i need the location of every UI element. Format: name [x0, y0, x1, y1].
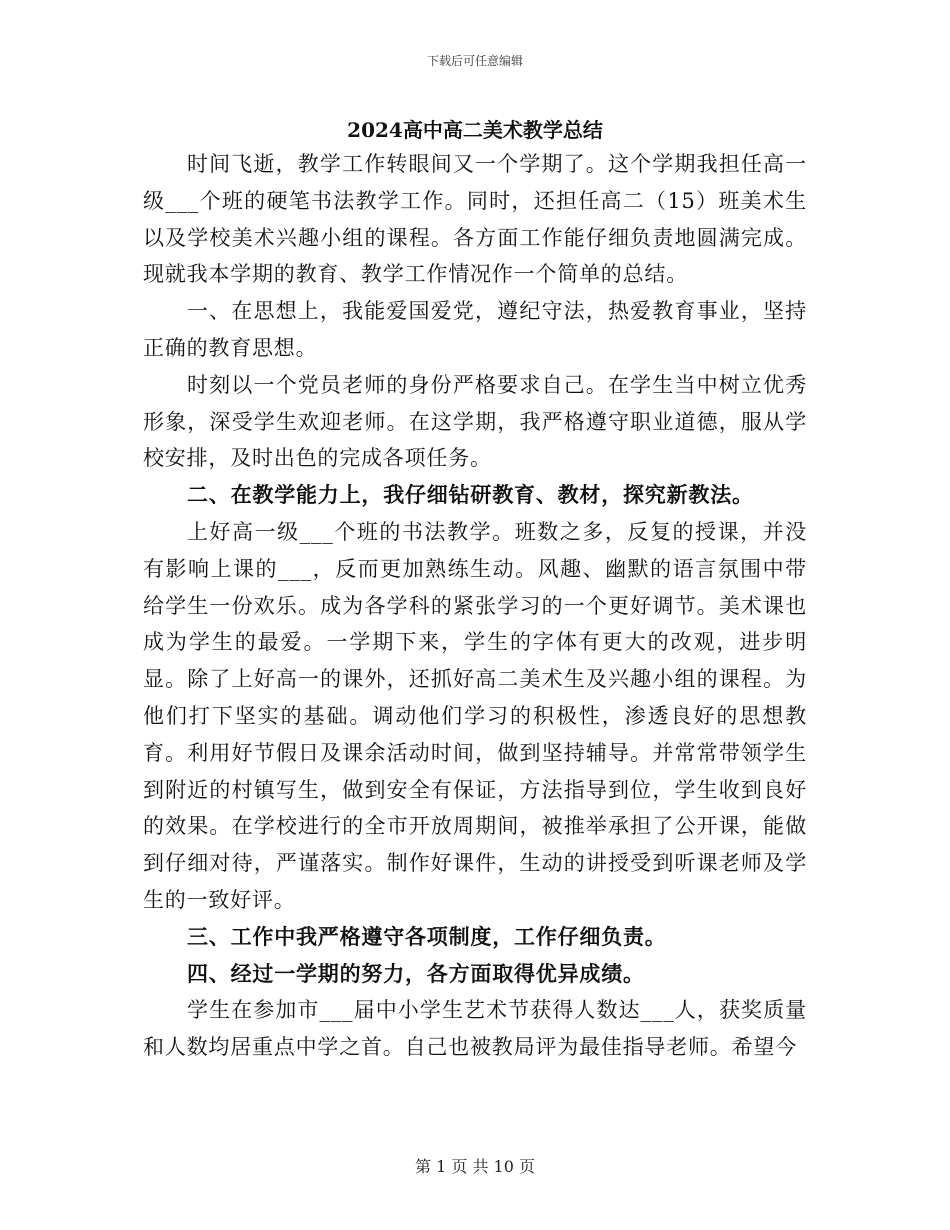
paragraph-section-4-body: 学生在参加市___届中小学生艺术节获得人数达___人，获奖质量和人数均居重点中学之首。自己也被教局评为最佳指导老师。希望今: [143, 998, 807, 1060]
paragraph-section-4-heading: 四、经过一学期的努力，各方面取得优异成绩。: [187, 960, 645, 986]
paragraph-section-1-heading: 一、在思想上，我能爱国爱党，遵纪守法，热爱教育事业，坚持正确的教育思想。: [143, 299, 807, 360]
paragraph-section-1-body: 时刻以一个党员老师的身份严格要求自己。在学生当中树立优秀形象，深受学生欢迎老师。在这学期，我严格遵守职业道德，服从学校安排，及时出色的完成各项任务。: [143, 372, 807, 471]
paragraph-section-3-heading: 三、工作中我严格遵守各项制度，工作仔细负责。: [187, 923, 667, 949]
page-number: 第 1 页 共 10 页: [415, 1157, 535, 1176]
paragraph-section-2-body: 上好高一级___个班的书法教学。班数之多，反复的授课，并没有影响上课的___，反而更加熟练生动。风趣、幽默的语言氛围中带给学生一份欢乐。成为各学科的紧张学习的一个更好调节。美术课也成为学生的最爱。一学期下来，学生的字体有更大的改观，进步明显。除了上好高一的课外，还抓好高二美术生及兴趣小组的课程。为他们打下坚实的基础。调动他们学习的积极性，渗透良好的思想教育。利用好节假日及课余活动时间，做到坚持辅导。并常常带领学生到附近的村镇写生，做到安全有保证，方法指导到位，学生收到良好的效果。在学校进行的全市开放周期间，被推举承担了公开课，能做到仔细对待，严谨落实。制作好课件，生动的讲授受到听课老师及学生的一致好评。: [143, 519, 807, 912]
paragraph-section-2-heading: 二、在教学能力上，我仔细钻研教育、教材，探究新教法。: [187, 482, 754, 508]
page-header-note: 下载后可任意编辑: [426, 54, 523, 68]
document-body: [143, 146, 807, 1066]
paragraph-intro: 时间飞逝，教学工作转眼间又一个学期了。这个学期我担任高一级___个班的硬笔书法教学工作。同时，还担任高二（15）班美术生以及学校美术兴趣小组的课程。各方面工作能仔细负责地圆满完成。现就我本学期的教育、教学工作情况作一个简单的总结。: [143, 152, 807, 287]
document-title: 2024高中高二美术教学总结: [347, 118, 603, 142]
